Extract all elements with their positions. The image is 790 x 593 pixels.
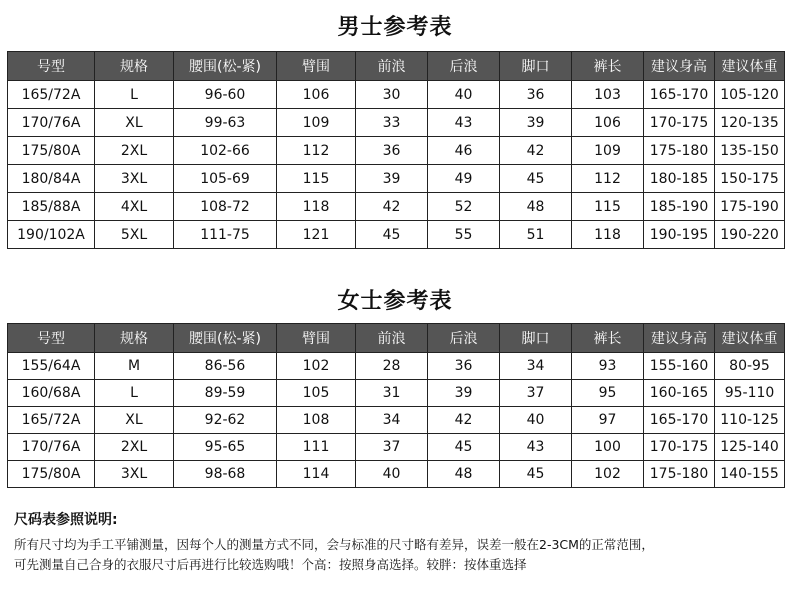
column-header: 建议体重 [715,324,785,353]
table-cell: 34 [356,407,428,434]
table-cell: 111 [277,434,356,461]
notes-line: 可先测量自己合身的衣服尺寸后再进行比较选购哦！个高：按照身高选择。较胖：按体重选择 [14,557,527,572]
table-row [8,221,785,249]
table-cell: M [95,353,174,380]
table-cell: 109 [277,109,356,137]
table-cell: 42 [356,193,428,221]
table-cell: 111-75 [174,221,277,249]
table-cell: 2XL [95,137,174,165]
table-cell: 39 [500,109,572,137]
table-cell: 45 [500,165,572,193]
table-cell: 175/80A [8,461,95,488]
table-cell: 175-180 [644,461,715,488]
table-cell: L [95,380,174,407]
table-row [8,193,785,221]
column-header: 裤长 [572,52,644,81]
table-cell: 190-195 [644,221,715,249]
table-cell: 42 [500,137,572,165]
table-cell: 121 [277,221,356,249]
table-cell: 2XL [95,434,174,461]
column-header: 规格 [95,52,174,81]
column-header: 号型 [8,324,95,353]
table-cell: 31 [356,380,428,407]
table-cell: 115 [277,165,356,193]
table-cell: 170/76A [8,109,95,137]
table-cell: 45 [428,434,500,461]
table-cell: 40 [356,461,428,488]
table-cell: 43 [428,109,500,137]
table-cell: 45 [356,221,428,249]
table-cell: 190/102A [8,221,95,249]
table-cell: 4XL [95,193,174,221]
table-cell: 118 [277,193,356,221]
table-cell: 36 [428,353,500,380]
table-cell: 170/76A [8,434,95,461]
table-cell: 99-63 [174,109,277,137]
table-cell: 106 [277,81,356,109]
table-cell: 175-190 [715,193,785,221]
table-cell: 100 [572,434,644,461]
table-cell: 105-120 [715,81,785,109]
notes-line: 所有尺寸均为手工平铺测量，因每个人的测量方式不同，会与标准的尺寸略有差异，误差一般在2-3CM的正常范围， [14,537,654,552]
table-cell: 3XL [95,461,174,488]
table-cell: 135-150 [715,137,785,165]
column-header: 后浪 [428,324,500,353]
table-cell: 160/68A [8,380,95,407]
table-cell: 49 [428,165,500,193]
table-cell: 37 [356,434,428,461]
table-cell: XL [95,407,174,434]
table-cell: 110-125 [715,407,785,434]
table-cell: 92-62 [174,407,277,434]
table-cell: 180-185 [644,165,715,193]
table-cell: 112 [277,137,356,165]
table-cell: 55 [428,221,500,249]
table-cell: L [95,81,174,109]
table-cell: 175/80A [8,137,95,165]
column-header: 建议体重 [715,52,785,81]
table-cell: XL [95,109,174,137]
table-row [8,137,785,165]
table-cell: 95 [572,380,644,407]
table-row [8,407,785,434]
table-row [8,81,785,109]
table-cell: 180/84A [8,165,95,193]
women-table-title: 女士参考表 [337,289,453,314]
table-cell: 89-59 [174,380,277,407]
column-header: 后浪 [428,52,500,81]
column-header: 脚口 [500,52,572,81]
table-cell: 33 [356,109,428,137]
table-cell: 140-155 [715,461,785,488]
table-row [8,109,785,137]
table-cell: 48 [500,193,572,221]
table-cell: 98-68 [174,461,277,488]
table-cell: 80-95 [715,353,785,380]
table-cell: 39 [356,165,428,193]
table-cell: 95-65 [174,434,277,461]
table-cell: 40 [500,407,572,434]
table-cell: 115 [572,193,644,221]
table-cell: 165/72A [8,407,95,434]
table-row [8,165,785,193]
table-cell: 125-140 [715,434,785,461]
table-cell: 118 [572,221,644,249]
table-cell: 28 [356,353,428,380]
table-cell: 52 [428,193,500,221]
table-cell: 96-60 [174,81,277,109]
table-cell: 109 [572,137,644,165]
men-table-title: 男士参考表 [337,15,453,40]
table-cell: 42 [428,407,500,434]
table-cell: 37 [500,380,572,407]
table-cell: 105-69 [174,165,277,193]
table-cell: 51 [500,221,572,249]
table-cell: 102-66 [174,137,277,165]
column-header: 腰围(松-紧) [174,324,277,353]
table-cell: 36 [500,81,572,109]
table-cell: 108 [277,407,356,434]
table-cell: 30 [356,81,428,109]
table-cell: 165-170 [644,407,715,434]
table-cell: 165-170 [644,81,715,109]
table-cell: 3XL [95,165,174,193]
table-cell: 155/64A [8,353,95,380]
table-cell: 114 [277,461,356,488]
notes-title: 尺码表参照说明: [14,512,118,528]
column-header: 规格 [95,324,174,353]
column-header: 裤长 [572,324,644,353]
column-header: 臂围 [277,52,356,81]
table-row [8,353,785,380]
table-cell: 160-165 [644,380,715,407]
table-cell: 108-72 [174,193,277,221]
men-size-table [7,51,785,249]
table-cell: 175-180 [644,137,715,165]
table-cell: 46 [428,137,500,165]
table-cell: 93 [572,353,644,380]
table-row [8,434,785,461]
table-cell: 106 [572,109,644,137]
table-cell: 170-175 [644,434,715,461]
table-cell: 165/72A [8,81,95,109]
notes-text [14,535,784,575]
table-cell: 40 [428,81,500,109]
table-cell: 190-220 [715,221,785,249]
table-cell: 185/88A [8,193,95,221]
column-header: 前浪 [356,324,428,353]
table-cell: 103 [572,81,644,109]
table-header-row [8,324,785,353]
table-cell: 102 [572,461,644,488]
table-cell: 150-175 [715,165,785,193]
table-cell: 86-56 [174,353,277,380]
table-cell: 45 [500,461,572,488]
table-row [8,380,785,407]
table-cell: 170-175 [644,109,715,137]
table-cell: 39 [428,380,500,407]
column-header: 号型 [8,52,95,81]
column-header: 建议身高 [644,52,715,81]
table-cell: 105 [277,380,356,407]
table-cell: 36 [356,137,428,165]
table-cell: 155-160 [644,353,715,380]
table-header-row [8,52,785,81]
table-cell: 5XL [95,221,174,249]
table-cell: 120-135 [715,109,785,137]
column-header: 臂围 [277,324,356,353]
table-cell: 34 [500,353,572,380]
table-cell: 102 [277,353,356,380]
table-cell: 112 [572,165,644,193]
column-header: 腰围(松-紧) [174,52,277,81]
table-cell: 48 [428,461,500,488]
table-cell: 185-190 [644,193,715,221]
table-cell: 95-110 [715,380,785,407]
women-size-table [7,323,785,488]
table-row [8,461,785,488]
table-cell: 43 [500,434,572,461]
column-header: 前浪 [356,52,428,81]
table-cell: 97 [572,407,644,434]
column-header: 建议身高 [644,324,715,353]
column-header: 脚口 [500,324,572,353]
